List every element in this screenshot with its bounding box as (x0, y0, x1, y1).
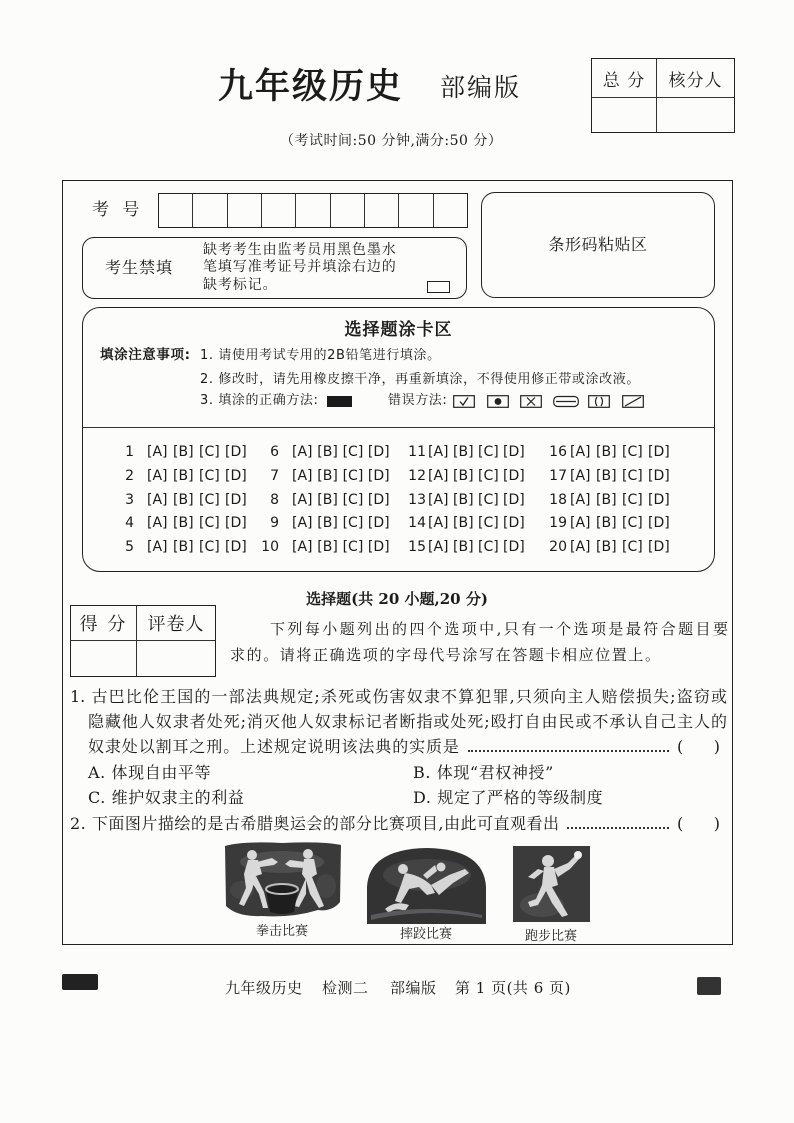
option-d-bubble: [D] (648, 492, 670, 508)
answer-card-divider (83, 427, 714, 428)
question-1-text: 奴隶处以割耳之刑。上述规定说明该法典的实质是 (88, 737, 460, 756)
option-c-bubble: [C] (342, 468, 364, 484)
option-b-bubble: [B] (317, 539, 338, 555)
answer-number: 10 (261, 539, 279, 555)
option-c-bubble: [C] (478, 444, 499, 460)
answer-number: 4 (125, 515, 134, 531)
answer-number: 9 (270, 515, 279, 531)
answer-number: 12 (408, 468, 426, 484)
option-b-bubble: [B] (317, 444, 338, 460)
option-b-bubble: [B] (596, 492, 617, 508)
option-a-bubble: [A] (292, 468, 313, 484)
option-b-bubble: [B] (596, 515, 617, 531)
exam-number-boxes (158, 193, 468, 228)
option-c-bubble: [C] (478, 492, 499, 508)
forbidden-note-line: 缺考标记。 (203, 277, 278, 293)
running-image (512, 845, 591, 923)
answer-number: 14 (408, 515, 426, 531)
registration-mark-right (697, 977, 721, 995)
wrong-check-icon (453, 395, 475, 408)
candidate-forbidden-label: 考生禁填 (105, 258, 174, 277)
option-d-bubble: [D] (503, 468, 525, 484)
option-c-bubble: [C] (478, 515, 499, 531)
question-1-text: 隐藏他人奴隶者处死;消灭他人奴隶标记者断指或处死;殴打自由民或不承认自己主人的 (88, 712, 727, 731)
option-d-bubble: [D] (367, 539, 390, 555)
section-score-table (70, 605, 216, 677)
score-checker-label: 核分人 (657, 59, 734, 98)
section-instructions: 下列每小题列出的四个选项中,只有一个选项是最符合题目要 (270, 620, 728, 638)
option-a-bubble: [A] (292, 492, 313, 508)
option-a-bubble: [A] (292, 539, 313, 555)
option-a-bubble: [A] (428, 492, 449, 508)
answer-card-title: 选择题涂卡区 (344, 320, 453, 340)
answer-number: 13 (408, 492, 426, 508)
exam-number-cell (228, 194, 262, 227)
wrong-bracket-icon (588, 395, 610, 408)
option-a-bubble: [A] (292, 444, 313, 460)
wrestling-caption: 摔跤比赛 (399, 927, 452, 942)
wrong-line-icon (553, 395, 579, 408)
answer-paren: ( ) (677, 737, 720, 756)
question-1-option-a: A. 体现自由平等 (88, 763, 212, 782)
option-a-bubble: [A] (428, 468, 449, 484)
option-c-bubble: [C] (622, 539, 643, 555)
option-a-bubble: [A] (147, 444, 168, 460)
boxing-image (222, 840, 343, 919)
wrestling-image (365, 845, 488, 924)
answer-number: 20 (549, 539, 567, 555)
option-c-bubble: [C] (342, 492, 364, 508)
footer-page-number: 第 1 页(共 6 页) (455, 979, 571, 997)
boxing-caption: 拳击比赛 (255, 924, 308, 939)
option-b-bubble: [B] (453, 468, 474, 484)
exam-number-cell (193, 194, 227, 227)
question-1-text: 1. 古巴比伦王国的一部法典规定;杀死或伤害奴隶不算犯罪,只须向主人赔偿损失;盗窃或 (70, 687, 727, 706)
option-b-bubble: [B] (173, 539, 194, 555)
answer-number: 15 (408, 539, 426, 555)
option-b-bubble: [B] (317, 468, 338, 484)
option-a-bubble: [A] (292, 515, 313, 531)
option-b-bubble: [B] (173, 492, 194, 508)
page-title: 九年级历史 (218, 66, 404, 107)
option-b-bubble: [B] (173, 468, 194, 484)
option-c-bubble: [C] (199, 444, 220, 460)
option-d-bubble: [D] (367, 492, 390, 508)
option-d-bubble: [D] (648, 444, 670, 460)
option-a-bubble: [A] (147, 492, 168, 508)
option-c-bubble: [C] (199, 539, 220, 555)
answer-number: 11 (408, 444, 426, 460)
answer-number: 16 (549, 444, 567, 460)
option-c-bubble: [C] (478, 468, 499, 484)
option-d-bubble: [D] (225, 468, 247, 484)
footer-subject: 九年级历史 (225, 979, 303, 997)
exam-number-cell (159, 194, 193, 227)
option-a-bubble: [A] (147, 539, 168, 555)
option-d-bubble: [D] (648, 539, 670, 555)
option-a-bubble: [A] (428, 539, 449, 555)
footer-test: 检测二 (322, 979, 369, 997)
answer-number: 7 (270, 468, 279, 484)
total-score-table (591, 58, 735, 133)
section-score-cell (71, 641, 137, 676)
option-c-bubble: [C] (622, 492, 643, 508)
question-2-stem (70, 813, 727, 834)
question-1-option-d: D. 规定了严格的等级制度 (413, 788, 604, 807)
wrong-method-label: 错误方法: (388, 393, 448, 408)
option-c-bubble: [C] (199, 515, 220, 531)
barcode-label: 条形码粘贴区 (548, 235, 648, 254)
option-d-bubble: [D] (367, 515, 390, 531)
forbidden-note-line: 缺考考生由监考员用黑色墨水 (203, 242, 397, 258)
section-score-label: 得 分 (71, 606, 137, 641)
exam-number-label: 考 号 (92, 200, 144, 220)
option-c-bubble: [C] (199, 492, 220, 508)
total-score-cell (592, 98, 657, 132)
option-d-bubble: [D] (648, 468, 670, 484)
answer-number: 8 (270, 492, 279, 508)
option-a-bubble: [A] (428, 515, 449, 531)
exam-number-cell (331, 194, 365, 227)
forbidden-note-line: 笔填写准考证号并填涂右边的 (203, 259, 397, 275)
score-checker-cell (657, 98, 734, 132)
section-title: 选择题(共 20 小题,20 分) (306, 590, 488, 608)
answer-number: 19 (549, 515, 567, 531)
correct-fill-sample (327, 396, 352, 407)
option-b-bubble: [B] (173, 444, 194, 460)
answer-number: 18 (549, 492, 567, 508)
wrong-slash-icon (622, 395, 644, 408)
option-a-bubble: [A] (570, 539, 591, 555)
option-b-bubble: [B] (453, 492, 474, 508)
option-d-bubble: [D] (225, 444, 247, 460)
option-d-bubble: [D] (225, 515, 247, 531)
option-b-bubble: [B] (596, 539, 617, 555)
option-b-bubble: [B] (453, 444, 474, 460)
exam-number-cell (399, 194, 433, 227)
option-c-bubble: [C] (478, 539, 499, 555)
option-a-bubble: [A] (570, 492, 591, 508)
option-d-bubble: [D] (225, 492, 247, 508)
option-a-bubble: [A] (570, 515, 591, 531)
question-1-stem-end (88, 736, 727, 757)
barcode-area (481, 192, 715, 298)
option-c-bubble: [C] (342, 539, 364, 555)
option-b-bubble: [B] (596, 468, 617, 484)
answer-number: 3 (125, 492, 134, 508)
answer-paren: ( ) (677, 814, 720, 833)
option-b-bubble: [B] (596, 444, 617, 460)
exam-number-cell (296, 194, 330, 227)
running-caption: 跑步比赛 (524, 929, 577, 944)
option-d-bubble: [D] (503, 539, 525, 555)
option-a-bubble: [A] (147, 468, 168, 484)
option-b-bubble: [B] (453, 539, 474, 555)
option-a-bubble: [A] (570, 444, 591, 460)
exam-info: （考试时间:50 分钟,满分:50 分） (280, 133, 503, 149)
option-c-bubble: [C] (622, 515, 643, 531)
option-c-bubble: [C] (622, 444, 643, 460)
option-d-bubble: [D] (503, 444, 525, 460)
option-d-bubble: [D] (367, 444, 390, 460)
option-c-bubble: [C] (342, 515, 364, 531)
exam-number-cell (365, 194, 399, 227)
exam-number-cell (262, 194, 296, 227)
answer-number: 2 (125, 468, 134, 484)
fill-notes-label: 填涂注意事项: (100, 347, 191, 363)
fill-note: 1. 请使用考试专用的2B铅笔进行填涂。 (200, 348, 441, 363)
correct-method-label: 3. 填涂的正确方法: (200, 393, 319, 408)
absence-mark-box (427, 281, 450, 293)
answer-number: 17 (549, 468, 567, 484)
answer-number: 5 (125, 539, 134, 555)
option-d-bubble: [D] (503, 515, 525, 531)
dot-leader (468, 750, 669, 752)
answer-number: 1 (125, 444, 134, 460)
question-2-text: 2. 下面图片描绘的是古希腊奥运会的部分比赛项目,由此可直观看出 (70, 814, 560, 833)
fill-note: 2. 修改时，请先用橡皮擦干净，再重新填涂，不得使用修正带或涂改液。 (200, 372, 640, 387)
registration-mark-left (62, 974, 98, 990)
option-a-bubble: [A] (147, 515, 168, 531)
option-b-bubble: [B] (317, 515, 338, 531)
option-d-bubble: [D] (648, 515, 670, 531)
option-b-bubble: [B] (173, 515, 194, 531)
footer-edition: 部编版 (390, 979, 437, 997)
edition-label: 部编版 (440, 73, 522, 102)
dot-leader (567, 827, 669, 829)
option-d-bubble: [D] (225, 539, 247, 555)
option-d-bubble: [D] (503, 492, 525, 508)
grader-label: 评卷人 (137, 606, 215, 641)
wrong-dot-icon (487, 395, 509, 408)
option-a-bubble: [A] (428, 444, 449, 460)
option-b-bubble: [B] (317, 492, 338, 508)
option-a-bubble: [A] (570, 468, 591, 484)
option-c-bubble: [C] (199, 468, 220, 484)
question-1-option-c: C. 维护奴隶主的利益 (88, 788, 245, 807)
option-d-bubble: [D] (367, 468, 390, 484)
option-c-bubble: [C] (342, 444, 364, 460)
question-1-option-b: B. 体现“君权神授” (413, 763, 554, 782)
grader-cell (137, 641, 215, 676)
answer-number: 6 (270, 444, 279, 460)
option-c-bubble: [C] (622, 468, 643, 484)
section-instructions: 求的。请将正确选项的字母代号涂写在答题卡相应位置上。 (230, 646, 660, 664)
total-score-label: 总 分 (592, 59, 657, 98)
wrong-cross-icon (520, 395, 542, 408)
exam-number-cell (434, 194, 467, 227)
option-b-bubble: [B] (453, 515, 474, 531)
